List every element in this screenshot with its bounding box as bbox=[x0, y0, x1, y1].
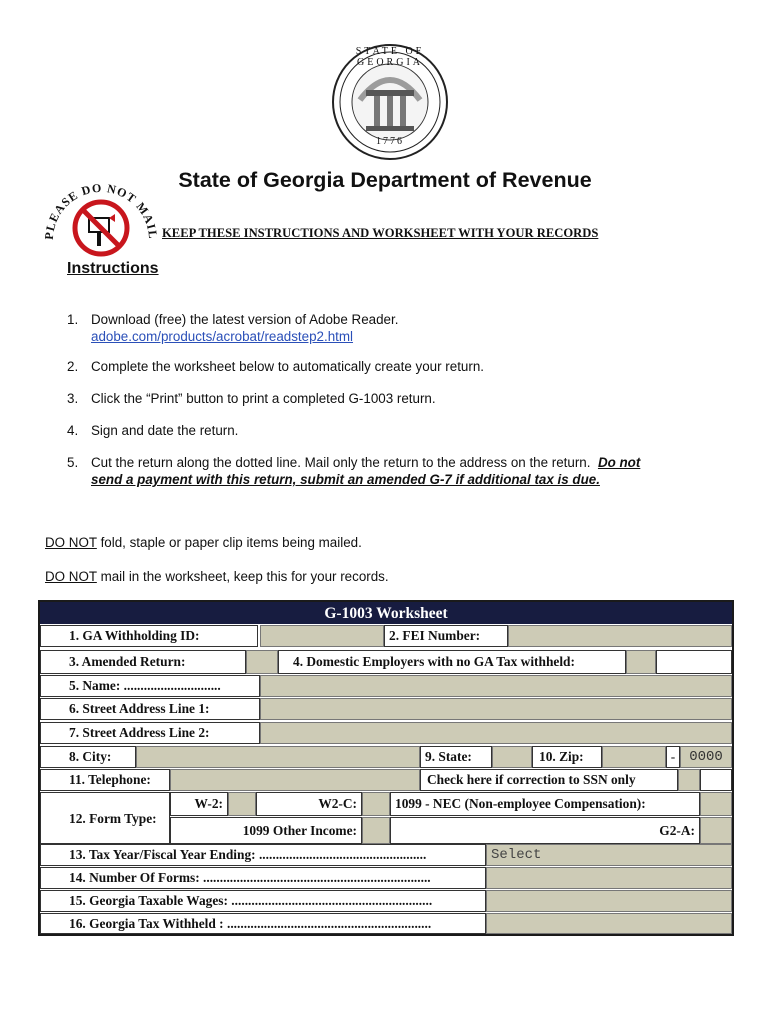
note-text: fold, staple or paper clip items being mailed. bbox=[96, 535, 362, 550]
zip-field[interactable] bbox=[602, 746, 666, 768]
step-text: Complete the worksheet below to automatically create your return. bbox=[91, 359, 484, 374]
1099-other-label: 1099 Other Income: bbox=[170, 817, 362, 844]
step-number: 5. bbox=[67, 455, 79, 470]
w2c-label: W2-C: bbox=[256, 792, 362, 816]
domestic-employers-label: 4. Domestic Employers with no GA Tax withheld: bbox=[278, 650, 626, 674]
row-spacer bbox=[700, 769, 732, 791]
step-text: Download (free) the latest version of Adobe Reader. bbox=[91, 312, 399, 327]
do-not-warning: Do not bbox=[597, 455, 641, 470]
instruction-step bbox=[67, 358, 484, 375]
w2c-checkbox[interactable] bbox=[362, 792, 390, 816]
g2a-checkbox[interactable] bbox=[700, 817, 732, 844]
state-label: 9. State: bbox=[420, 746, 492, 768]
mailing-note bbox=[45, 569, 389, 584]
state-field[interactable] bbox=[492, 746, 532, 768]
ssn-correction-checkbox[interactable] bbox=[678, 769, 700, 791]
instruction-step bbox=[67, 422, 238, 439]
w2-label: W-2: bbox=[170, 792, 228, 816]
do-not-emphasis: DO NOT bbox=[45, 569, 97, 584]
no-mail-stamp bbox=[45, 170, 157, 260]
amended-return-checkbox[interactable] bbox=[246, 650, 278, 674]
telephone-field[interactable] bbox=[170, 769, 420, 791]
note-text: mail in the worksheet, keep this for your records. bbox=[96, 569, 389, 584]
step-number: 1. bbox=[67, 312, 79, 327]
instructions-heading: Instructions bbox=[67, 260, 159, 277]
name-label: 5. Name: ............................. bbox=[40, 675, 260, 697]
number-of-forms-field[interactable] bbox=[486, 867, 732, 889]
amended-return-label: 3. Amended Return: bbox=[40, 650, 246, 674]
city-field[interactable] bbox=[136, 746, 420, 768]
payment-warning: send a payment with this return, submit an amended G-7 if additional tax is due. bbox=[91, 472, 600, 487]
seal-year: 1776 bbox=[376, 136, 404, 147]
ga-withholding-id-label: 1. GA Withholding ID: bbox=[40, 625, 258, 647]
step-text: Click the “Print” button to print a completed G-1003 return. bbox=[91, 391, 436, 406]
tax-withheld-label: 16. Georgia Tax Withheld : ............................................................. bbox=[40, 913, 486, 934]
page-title: State of Georgia Department of Revenue bbox=[178, 168, 592, 192]
1099-other-checkbox[interactable] bbox=[362, 817, 390, 844]
worksheet-title: G-1003 Worksheet bbox=[40, 602, 732, 624]
adobe-reader-link[interactable]: adobe.com/products/acrobat/readstep2.html bbox=[91, 329, 354, 344]
telephone-label: 11. Telephone: bbox=[40, 769, 170, 791]
domestic-employers-checkbox[interactable] bbox=[626, 650, 656, 674]
number-of-forms-label: 14. Number Of Forms: .................................................................... bbox=[40, 867, 486, 889]
no-mail-stamp-text: EASE DO NOT MA bbox=[46, 180, 157, 227]
street-address-1-label: 6. Street Address Line 1: bbox=[40, 698, 260, 720]
tax-withheld-field[interactable] bbox=[486, 913, 732, 934]
instruction-step bbox=[67, 454, 737, 488]
fei-number-field[interactable] bbox=[508, 625, 732, 647]
1099-nec-checkbox[interactable] bbox=[700, 792, 732, 816]
zip-dash: - bbox=[666, 746, 680, 768]
seal-motto: STATE OF GEORGIA bbox=[355, 46, 425, 68]
keep-records-notice: KEEP THESE INSTRUCTIONS AND WORKSHEET WITH YOUR RECORDS bbox=[162, 226, 599, 240]
step-text: Cut the return along the dotted line. Mail only the return to the address on the return. bbox=[91, 455, 591, 470]
name-field[interactable] bbox=[260, 675, 732, 697]
do-not-emphasis: DO NOT bbox=[45, 535, 97, 550]
ga-withholding-id-field[interactable] bbox=[260, 625, 384, 647]
zip-label: 10. Zip: bbox=[532, 746, 602, 768]
street-address-2-field[interactable] bbox=[260, 722, 732, 744]
step-number: 3. bbox=[67, 391, 79, 406]
city-label: 8. City: bbox=[40, 746, 136, 768]
street-address-1-field[interactable] bbox=[260, 698, 732, 720]
tax-year-label: 13. Tax Year/Fiscal Year Ending: .................................................. bbox=[40, 844, 486, 866]
row-spacer bbox=[656, 650, 732, 674]
taxable-wages-field[interactable] bbox=[486, 890, 732, 912]
w2-checkbox[interactable] bbox=[228, 792, 256, 816]
step-text: Sign and date the return. bbox=[91, 423, 239, 438]
ssn-correction-label: Check here if correction to SSN only bbox=[420, 769, 678, 791]
zip-extension-field[interactable]: 0000 bbox=[680, 746, 732, 768]
taxable-wages-label: 15. Georgia Taxable Wages: ............................................................ bbox=[40, 890, 486, 912]
g2a-label: G2-A: bbox=[390, 817, 700, 844]
mailing-note bbox=[45, 535, 362, 550]
step-number: 2. bbox=[67, 359, 79, 374]
street-address-2-label: 7. Street Address Line 2: bbox=[40, 722, 260, 744]
step-number: 4. bbox=[67, 423, 79, 438]
fei-number-label: 2. FEI Number: bbox=[384, 625, 508, 647]
1099-nec-label: 1099 - NEC (Non-employee Compensation): bbox=[390, 792, 700, 816]
instruction-step bbox=[67, 390, 436, 407]
form-type-label: 12. Form Type: bbox=[40, 792, 170, 844]
instruction-step bbox=[67, 311, 398, 345]
tax-year-select[interactable]: Select bbox=[486, 844, 732, 866]
